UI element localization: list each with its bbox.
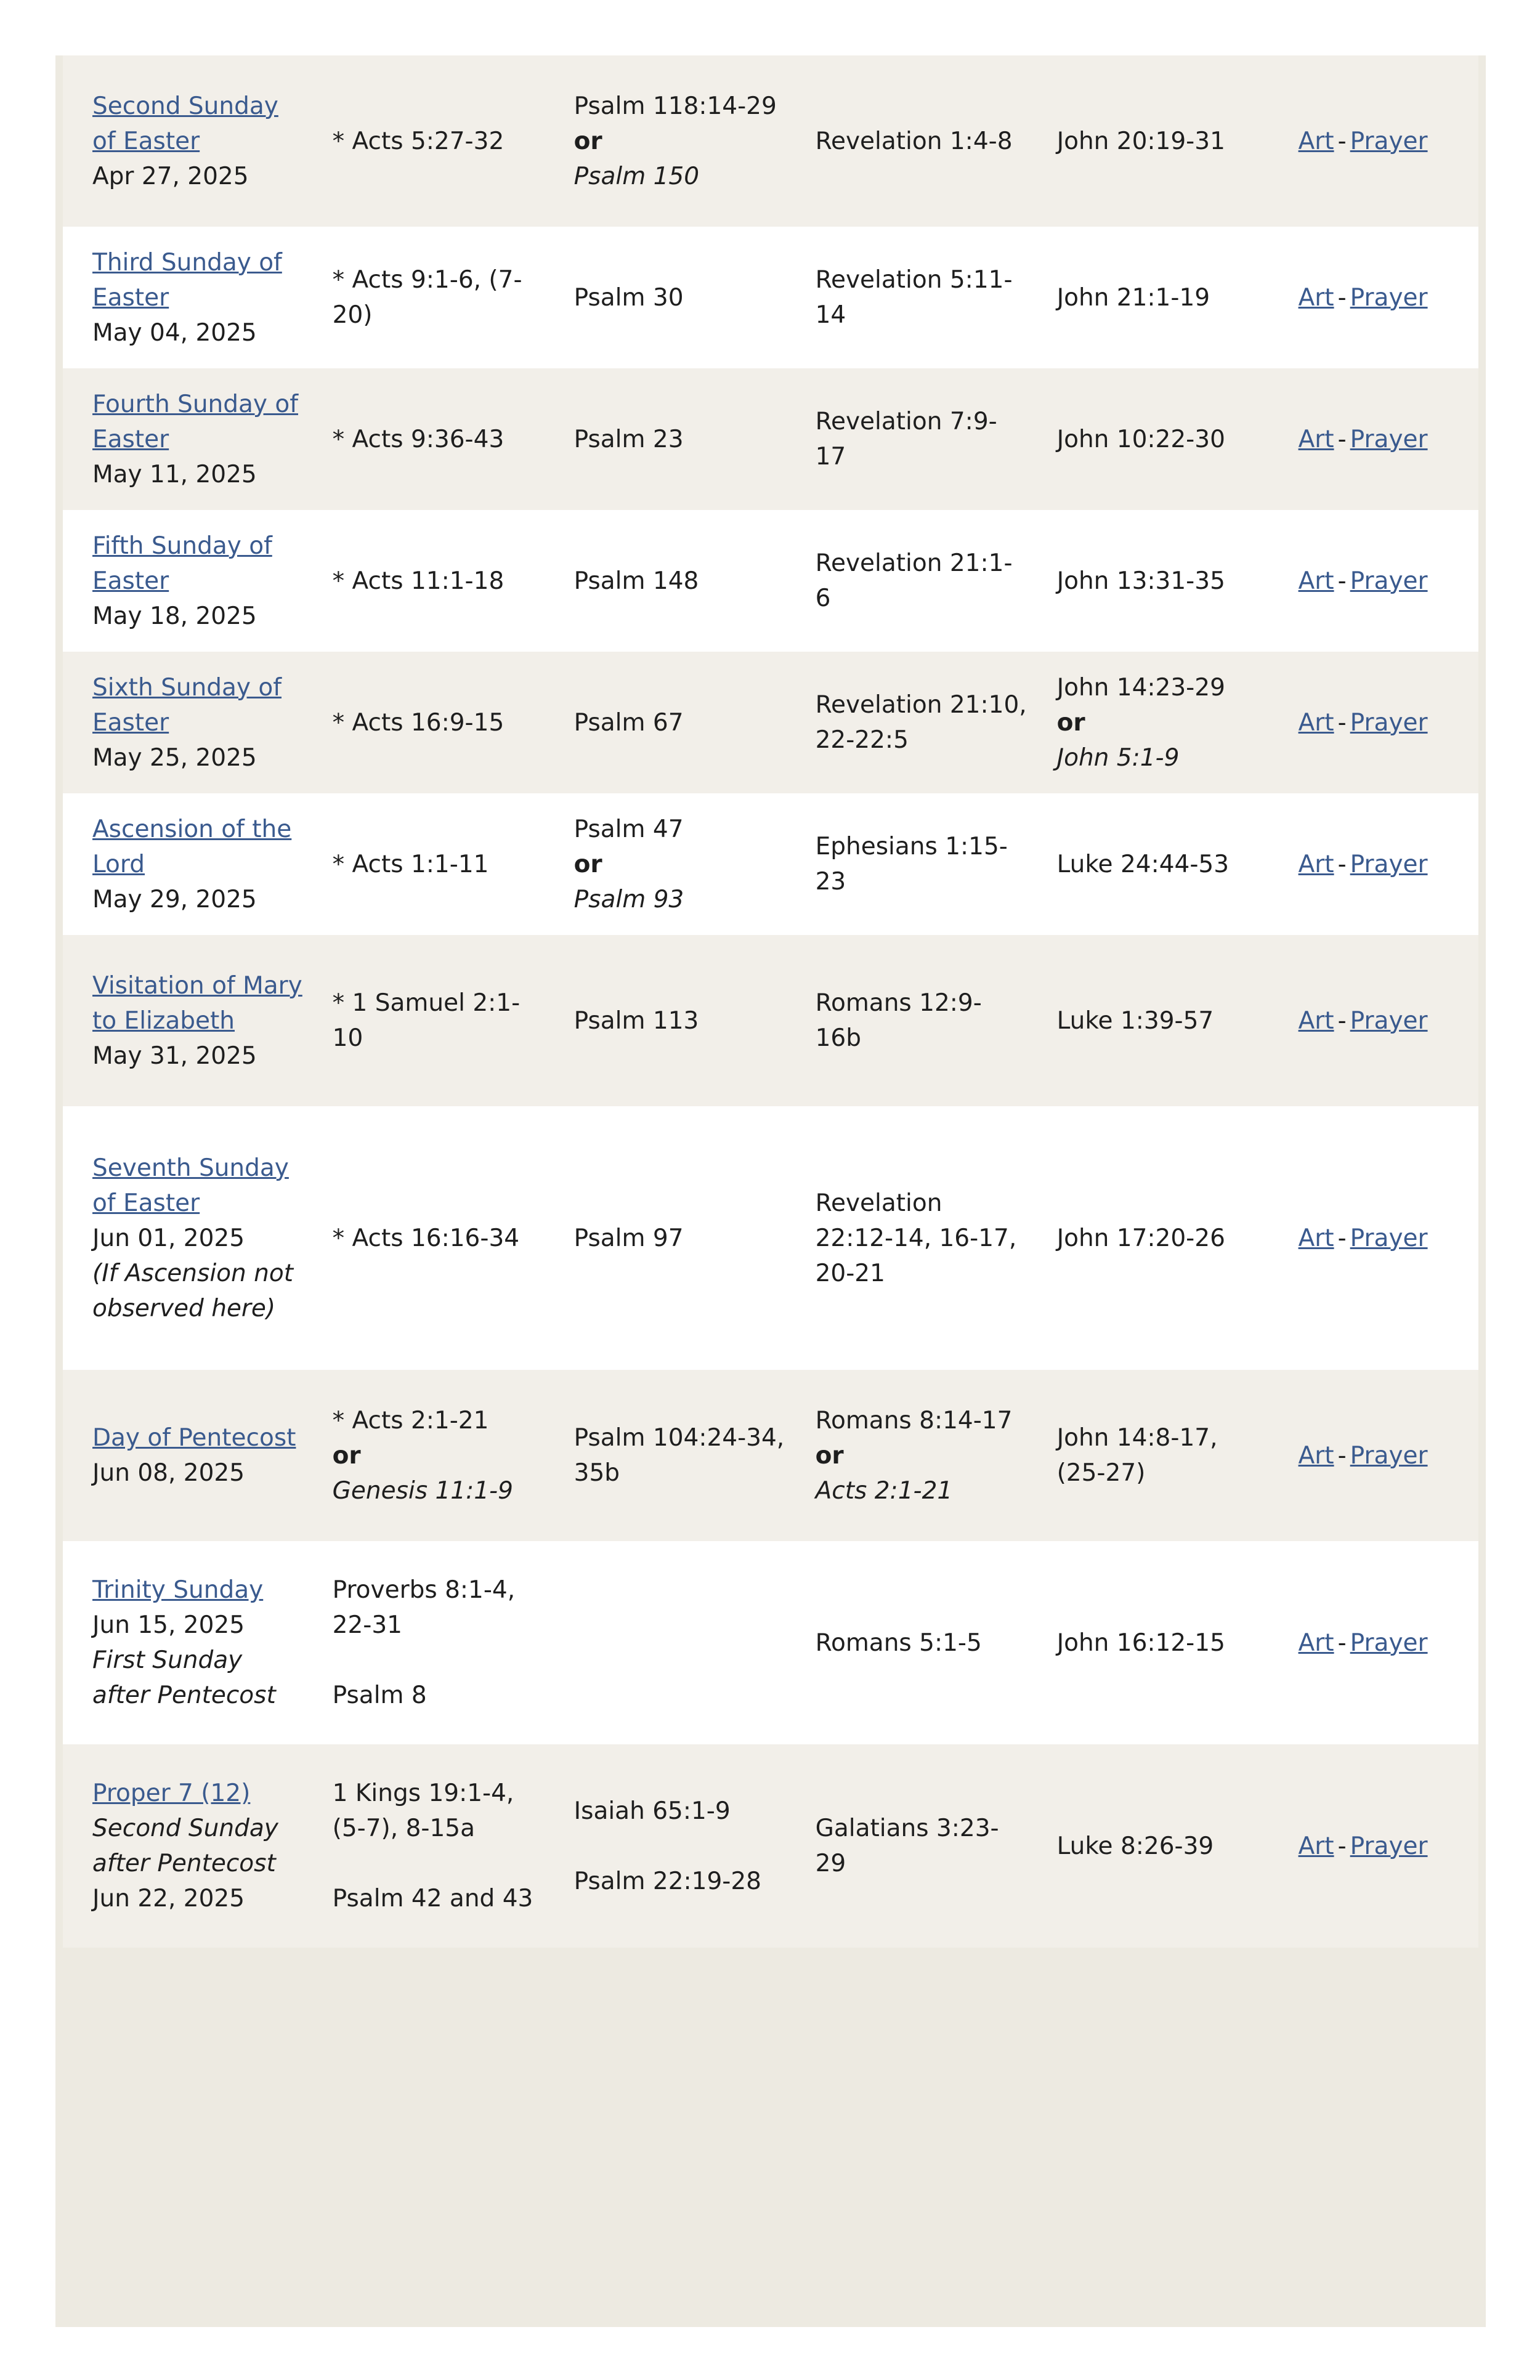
first-reading: * Acts 16:16-34 [332,1224,520,1252]
link-separator: - [1337,567,1347,595]
occasion-note: First Sunday after Pentecost [92,1646,276,1709]
first-reading: * 1 Samuel 2:1-10 [332,989,521,1052]
first-reading-cell [303,1370,545,1541]
second-reading: Revelation 22:12-14, 16-17, 20-21 [815,1189,1017,1287]
psalm-reading: Psalm 118:14-29 [573,92,777,120]
gospel-reading: John 10:22-30 [1056,425,1225,453]
table-row [63,1370,1478,1541]
first-reading-cell [303,55,545,227]
or-label: or [573,127,602,155]
gospel-cell [1027,227,1269,368]
link-separator: - [1337,708,1347,737]
spacer [333,1643,545,1678]
gospel-reading: Luke 8:26-39 [1056,1832,1214,1860]
psalm-cell [545,1106,786,1370]
second-reading-cell [786,1541,1027,1744]
psalm-reading: Psalm 23 [573,425,684,453]
occasion-date: May 25, 2025 [92,743,257,772]
psalm-reading-alt: Psalm 93 [573,885,684,913]
occasion-date: Jun 08, 2025 [92,1459,245,1487]
psalm-cell [545,510,786,652]
gospel-cell [1027,55,1269,227]
table-row [63,1106,1478,1370]
gospel-cell [1027,1541,1269,1744]
prayer-link[interactable]: Prayer [1350,1006,1428,1035]
lectionary-panel [55,55,1486,2327]
psalm-cell [545,227,786,368]
occasion-link[interactable]: Third Sunday of Easter [92,248,282,312]
occasion-link[interactable]: Visitation of Mary to Elizabeth [92,971,302,1035]
art-link[interactable]: Art [1298,1832,1334,1860]
gospel-cell [1027,1106,1269,1370]
psalm-reading: Psalm 104:24-34, 35b [573,1424,785,1487]
art-link[interactable]: Art [1298,425,1334,453]
gospel-reading: Luke 1:39-57 [1056,1006,1214,1035]
links-cell [1269,652,1478,793]
occasion-cell [63,227,303,368]
second-reading: Romans 12:9-16b [815,989,982,1052]
occasion-link[interactable]: Seventh Sunday of Easter [92,1154,289,1217]
psalm-cell [545,1744,786,1948]
occasion-cell [63,1541,303,1744]
link-separator: - [1337,283,1347,312]
lectionary-table [63,55,1478,1948]
occasion-cell [63,935,303,1106]
prayer-link[interactable]: Prayer [1350,567,1428,595]
occasion-link[interactable]: Trinity Sunday [92,1576,264,1604]
occasion-cell [63,793,303,935]
occasion-cell [63,1106,303,1370]
second-reading: Revelation 21:1-6 [815,549,1013,612]
prayer-link[interactable]: Prayer [1350,1832,1428,1860]
gospel-cell [1027,652,1269,793]
occasion-date: May 04, 2025 [92,318,257,347]
link-separator: - [1337,1441,1347,1470]
occasion-date: Jun 22, 2025 [92,1885,245,1912]
psalm-reading-alt: Psalm 150 [573,162,700,190]
first-reading-cell [303,1106,545,1370]
art-link[interactable]: Art [1298,283,1334,312]
psalm-reading: Psalm 8 [332,1682,427,1709]
occasion-link[interactable]: Sixth Sunday of Easter [92,673,282,737]
first-reading: * Acts 9:36-43 [332,425,505,453]
lectionary-body [63,55,1478,1948]
second-reading: Revelation 21:10, 22-22:5 [815,691,1027,754]
occasion-cell [63,368,303,510]
psalm-reading: Psalm 42 and 43 [332,1885,533,1912]
art-link[interactable]: Art [1298,1629,1334,1657]
occasion-link[interactable]: Day of Pentecost [92,1424,296,1452]
occasion-link[interactable]: Second Sunday of Easter [92,92,278,155]
art-link[interactable]: Art [1298,708,1334,737]
occasion-cell [63,652,303,793]
second-reading: Revelation 1:4-8 [815,127,1013,155]
art-link[interactable]: Art [1298,1006,1334,1035]
second-reading: Revelation 5:11-14 [815,266,1013,329]
links-cell [1269,1106,1478,1370]
gospel-cell [1027,793,1269,935]
or-label: or [332,1441,361,1470]
link-separator: - [1337,1629,1347,1657]
gospel-cell [1027,368,1269,510]
link-separator: - [1337,425,1347,453]
spacer [574,1829,786,1864]
first-reading: Proverbs 8:1-4, 22-31 [332,1576,516,1639]
art-link[interactable]: Art [1298,127,1334,155]
second-reading-cell [786,510,1027,652]
occasion-cell [63,510,303,652]
links-cell [1269,368,1478,510]
occasion-cell [63,1370,303,1541]
first-reading-cell [303,227,545,368]
prayer-link[interactable]: Prayer [1350,127,1428,155]
table-row [63,935,1478,1106]
psalm-reading: Psalm 148 [573,567,699,595]
or-label: or [815,1441,844,1470]
occasion-cell [63,1744,303,1948]
gospel-cell [1027,510,1269,652]
gospel-reading-alt: John 5:1-9 [1056,743,1180,772]
art-link[interactable]: Art [1298,1441,1334,1470]
gospel-reading: John 14:8-17, (25-27) [1056,1424,1218,1487]
psalm-reading: Psalm 113 [573,1006,699,1035]
psalm-reading: Psalm 97 [573,1224,684,1252]
second-reading-cell [786,1744,1027,1948]
prayer-link[interactable]: Prayer [1350,708,1428,737]
psalm-cell [545,1370,786,1541]
occasion-link[interactable]: Ascension of the Lord [92,815,292,878]
gospel-reading: John 20:19-31 [1056,127,1225,155]
link-separator: - [1337,127,1347,155]
table-row [63,1541,1478,1744]
table-row [63,652,1478,793]
occasion-date: May 29, 2025 [92,885,257,913]
second-reading: Romans 8:14-17 [815,1406,1013,1435]
link-separator: - [1337,1224,1347,1252]
first-reading: * Acts 2:1-21 [332,1406,489,1435]
occasion-cell [63,55,303,227]
table-row [63,227,1478,368]
occasion-note: (If Ascension not observed here) [92,1259,293,1322]
psalm-cell [545,652,786,793]
first-reading-cell [303,1744,545,1948]
art-link[interactable]: Art [1298,1224,1334,1252]
prayer-link[interactable]: Prayer [1350,1224,1428,1252]
or-label: or [1056,708,1085,737]
second-reading-cell [786,1370,1027,1541]
links-cell [1269,1370,1478,1541]
first-reading-cell [303,935,545,1106]
second-reading: Revelation 7:9-17 [815,408,997,471]
psalm-cell [545,368,786,510]
links-cell [1269,55,1478,227]
gospel-cell [1027,1744,1269,1948]
gospel-reading: John 14:23-29 [1056,673,1225,702]
occasion-date: May 11, 2025 [92,460,257,488]
second-reading: Romans 5:1-5 [815,1629,982,1657]
gospel-reading: John 17:20-26 [1056,1224,1225,1252]
first-reading: * Acts 11:1-18 [332,567,505,595]
psalm-reading-second: Psalm 22:19-28 [573,1867,761,1895]
art-link[interactable]: Art [1298,567,1334,595]
links-cell [1269,1744,1478,1948]
occasion-link[interactable]: Fifth Sunday of Easter [92,532,272,595]
second-reading-cell [786,1106,1027,1370]
gospel-cell [1027,1370,1269,1541]
psalm-cell [545,793,786,935]
table-row [63,1744,1478,1948]
first-reading: * Acts 5:27-32 [332,127,505,155]
psalm-cell [545,935,786,1106]
first-reading: * Acts 9:1-6, (7-20) [332,266,522,329]
prayer-link[interactable]: Prayer [1350,850,1428,878]
links-cell [1269,510,1478,652]
spacer [333,1846,545,1881]
second-reading-cell [786,55,1027,227]
links-cell [1269,1541,1478,1744]
second-reading-cell [786,368,1027,510]
prayer-link[interactable]: Prayer [1350,1441,1428,1470]
psalm-reading: Psalm 30 [573,283,684,312]
or-label: or [573,850,602,878]
link-separator: - [1337,1006,1347,1035]
prayer-link[interactable]: Prayer [1350,1629,1428,1657]
second-reading: Ephesians 1:15-23 [815,833,1008,896]
second-reading-cell [786,935,1027,1106]
link-separator: - [1337,850,1347,878]
links-cell [1269,935,1478,1106]
occasion-note: Second Sunday after Pentecost [92,1815,278,1877]
first-reading-cell [303,1541,545,1744]
table-row [63,793,1478,935]
psalm-reading: Psalm 47 [573,815,684,843]
occasion-date: Jun 15, 2025 [92,1611,245,1639]
occasion-link[interactable]: Proper 7 (12) [92,1779,251,1807]
first-reading: * Acts 1:1-11 [332,850,489,878]
gospel-reading: Luke 24:44-53 [1056,850,1230,878]
first-reading-cell [303,793,545,935]
table-row [63,368,1478,510]
prayer-link[interactable]: Prayer [1350,283,1428,312]
links-cell [1269,227,1478,368]
prayer-link[interactable]: Prayer [1350,425,1428,453]
first-reading-cell [303,652,545,793]
occasion-date: Jun 01, 2025 [92,1224,245,1252]
psalm-reading: Isaiah 65:1-9 [573,1797,731,1825]
first-reading-cell [303,368,545,510]
second-reading-cell [786,227,1027,368]
first-reading-alt: Genesis 11:1-9 [332,1476,513,1505]
second-reading: Galatians 3:23-29 [815,1815,999,1877]
table-row [63,510,1478,652]
link-separator: - [1337,1832,1347,1860]
occasion-date: Apr 27, 2025 [92,162,249,190]
first-reading-cell [303,510,545,652]
psalm-reading: Psalm 67 [573,708,684,737]
gospel-reading: John 21:1-19 [1056,283,1210,312]
links-cell [1269,793,1478,935]
second-reading-alt: Acts 2:1-21 [815,1476,953,1505]
first-reading: * Acts 16:9-15 [332,708,505,737]
psalm-cell [545,1541,786,1744]
occasion-date: May 31, 2025 [92,1042,257,1070]
gospel-reading: John 13:31-35 [1056,567,1225,595]
occasion-link[interactable]: Fourth Sunday of Easter [92,390,298,453]
gospel-cell [1027,935,1269,1106]
art-link[interactable]: Art [1298,850,1334,878]
psalm-cell [545,55,786,227]
occasion-date: May 18, 2025 [92,602,257,630]
second-reading-cell [786,652,1027,793]
first-reading: 1 Kings 19:1-4, (5-7), 8-15a [332,1779,514,1842]
gospel-reading: John 16:12-15 [1056,1629,1225,1657]
second-reading-cell [786,793,1027,935]
table-row [63,55,1478,227]
